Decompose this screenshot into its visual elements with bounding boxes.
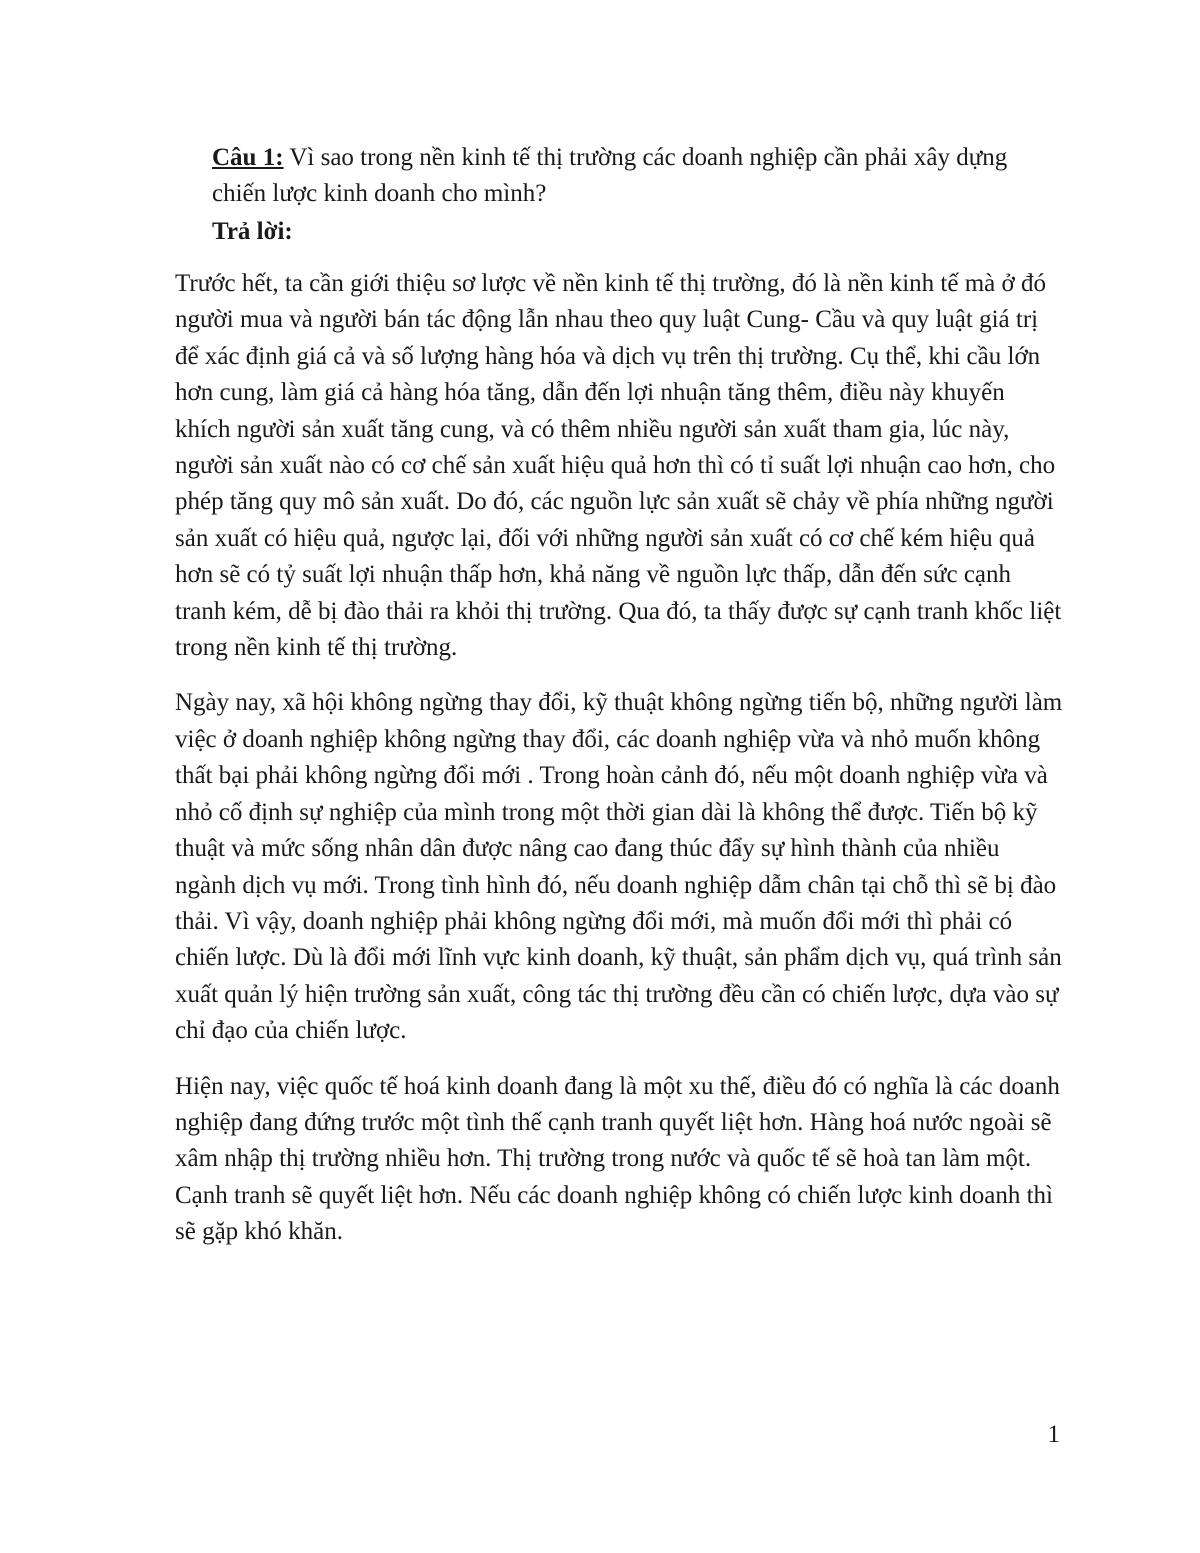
- question-label: Câu 1:: [212, 144, 284, 171]
- answer-body: [175, 266, 1065, 1270]
- paragraph: Hiện nay, việc quốc tế hoá kinh doanh đang là một xu thế, điều đó có nghĩa là các doanh nghiệp đang đứng trước một tình thế cạnh tranh quyết liệt hơn. Hàng hoá nước ngoài sẽ xâm nhập thị trường nhiều hơn. Thị trường trong nước và quốc tế sẽ hoà tan làm một. Cạnh tranh sẽ quyết liệt hơn. Nếu các doanh nghiệp không có chiến lược kinh doanh thì sẽ gặp khó khăn.: [175, 1072, 1060, 1246]
- question-body: Vì sao trong nền kinh tế thị trường các doanh nghiệp cần phải xây dựng chiến lược kinh doanh cho mình?: [212, 144, 1008, 207]
- answer-label: Trả lời:: [212, 218, 293, 245]
- page-number: 1: [1047, 1421, 1060, 1448]
- question-text: [212, 140, 1052, 212]
- paragraph: Ngày nay, xã hội không ngừng thay đổi, kỹ thuật không ngừng tiến bộ, những người làm việc ở doanh nghiệp không ngừng thay đổi, các doanh nghiệp vừa và nhỏ muốn không thất bại phải không ngừng đổi mới . Trong hoàn cảnh đó, nếu một doanh nghiệp vừa và nhỏ cố định sự nghiệp của mình trong một thời gian dài là không thể được. Tiến bộ kỹ thuật và mức sống nhân dân được nâng cao đang thúc đẩy sự hình thành của nhiều ngành dịch vụ mới. Trong tình hình đó, nếu doanh nghiệp dẫm chân tại chỗ thì sẽ bị đào thải. Vì vậy, doanh nghiệp phải không ngừng đổi mới, mà muốn đổi mới thì phải có chiến lược. Dù là đổi mới lĩnh vực kinh doanh, kỹ thuật, sản phẩm dịch vụ, quá trình sản xuất quản lý hiện trường sản xuất, công tác thị trường đều cần có chiến lược, dựa vào sự chỉ đạo của chiến lược.: [175, 689, 1063, 1045]
- question-block: [212, 140, 1052, 212]
- paragraph: Trước hết, ta cần giới thiệu sơ lược về nền kinh tế thị trường, đó là nền kinh tế mà ở đó người mua và người bán tác động lẫn nhau theo quy luật Cung- Cầu và quy luật giá trị để xác định giá cả và số lượng hàng hóa và dịch vụ trên thị trường. Cụ thể, khi cầu lớn hơn cung, làm giá cả hàng hóa tăng, dẫn đến lợi nhuận tăng thêm, điều này khuyến khích người sản xuất tăng cung, và có thêm nhiều người sản xuất tham gia, lúc này, người sản xuất nào có cơ chế sản xuất hiệu quả hơn thì có tỉ suất lợi nhuận cao hơn, cho phép tăng quy mô sản xuất. Do đó, các nguồn lực sản xuất sẽ chảy về phía những người sản xuất có hiệu quả, ngược lại, đối với những người sản xuất có cơ chế kém hiệu quả hơn sẽ có tỷ suất lợi nhuận thấp hơn, khả năng về nguồn lực thấp, dẫn đến sức cạnh tranh kém, dễ bị đào thải ra khỏi thị trường. Qua đó, ta thấy được sự cạnh tranh khốc liệt trong nền kinh tế thị trường.: [175, 270, 1062, 662]
